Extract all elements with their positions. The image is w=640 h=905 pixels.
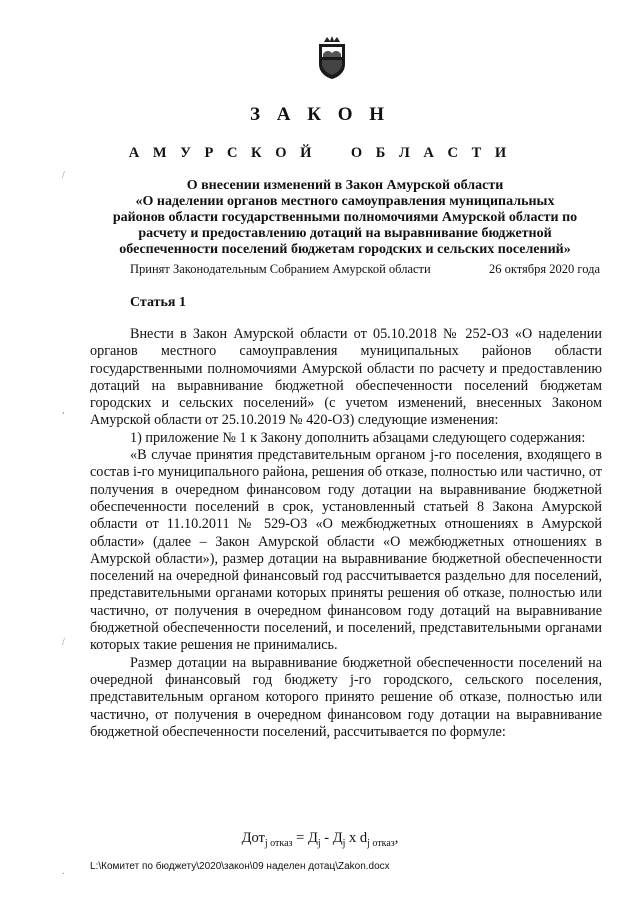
article-body (90, 326, 602, 741)
scan-mark: . (62, 866, 65, 877)
file-path-footer: L:\Комитет по бюджету\2020\закон\09 наделен дотац\Zakon.docx (90, 861, 390, 872)
adoption-date: 26 октября 2020 года (488, 262, 600, 276)
formula (0, 830, 640, 849)
formula-sub: j отказ (264, 837, 293, 849)
formula-sub: j отказ (367, 837, 395, 849)
heading-line: обеспеченности поселений бюджетам городских и сельских поселений» (119, 242, 571, 257)
adoption-line (130, 262, 600, 277)
article-title: Статья 1 (130, 295, 186, 310)
formula-lhs: Дот (241, 830, 265, 846)
formula-part: = Д (292, 830, 318, 846)
formula-part: - Д (320, 830, 343, 846)
formula-part: x d (345, 830, 368, 846)
heading-line: районов области государственными полномочиями Амурской области по (112, 210, 578, 225)
heading-line: О внесении изменений в Закон Амурской области (186, 178, 504, 193)
heading-line: расчету и предоставлению дотаций на выравнивание бюджетной (138, 226, 552, 241)
coat-of-arms-icon (315, 36, 349, 80)
region-title: А М У Р С К О Й О Б Л А С Т И (128, 145, 512, 161)
scan-mark: / (62, 637, 65, 648)
scan-mark: , (62, 405, 65, 416)
heading-line: «О наделении органов местного самоуправления муниципальных (135, 194, 555, 209)
paragraph: Размер дотации на выравнивание бюджетной обеспеченности поселений на очередной финансовый год бюджету j-го городского, сельского поселения, представительным органом которого принято решение об отказе, полностью или частично, от получения в очередном финансовом году дотации на выравнивание бюджетной обеспеченности поселений, рассчитывается по формуле: (90, 654, 602, 740)
paragraph: Внести в Закон Амурской области от 05.10.2018 № 252-ОЗ «О наделении органов местного самоуправления муниципальных районов области государственными полномочиями Амурской области по расчету и предоставлению дотаций на выравнивание бюджетной обеспеченности поселений бюджетам городских и сельских поселений» (с учетом изменений, внесенных Законом Амурской области от 25.10.2019 № 420-ОЗ) следующие изменения: (90, 326, 602, 429)
scan-mark: / (62, 170, 65, 181)
paragraph: 1) приложение № 1 к Закону дополнить абзацами следующего содержания: (130, 429, 586, 446)
document-type-title: З А К О Н (249, 104, 391, 125)
formula-sub: j (317, 837, 321, 849)
formula-part: , (394, 830, 399, 846)
adopted-by: Принят Законодательным Собранием Амурской области (130, 262, 431, 276)
paragraph: «В случае принятия представительным органом j-го поселения, входящего в состав i-го муниципального района, решения об отказе, полностью или частично, от получения в очередном финансовом году дотации на выравнивание бюджетной обеспеченности поселений в срок, установленный статьей 8 Закона Амурской области от 11.10.2011 № 529-ОЗ «О межбюджетных отношениях в Амурской области» (далее – Закон Амурской области «О межбюджетных отношениях в Амурской области»), размер дотации на выравнивание бюджетной обеспеченности поселений на очередной финансовый год рассчитывается раздельно для поселений, представительными органами которых приняты решения об отказе, полностью или частично, от получения в очередном финансовом году дотаций на выравнивание бюджетной обеспеченности поселений, и поселений, представительными органами которых такие решения не принимались. (90, 447, 602, 654)
formula-sub: j (342, 837, 346, 849)
law-heading (85, 178, 605, 258)
